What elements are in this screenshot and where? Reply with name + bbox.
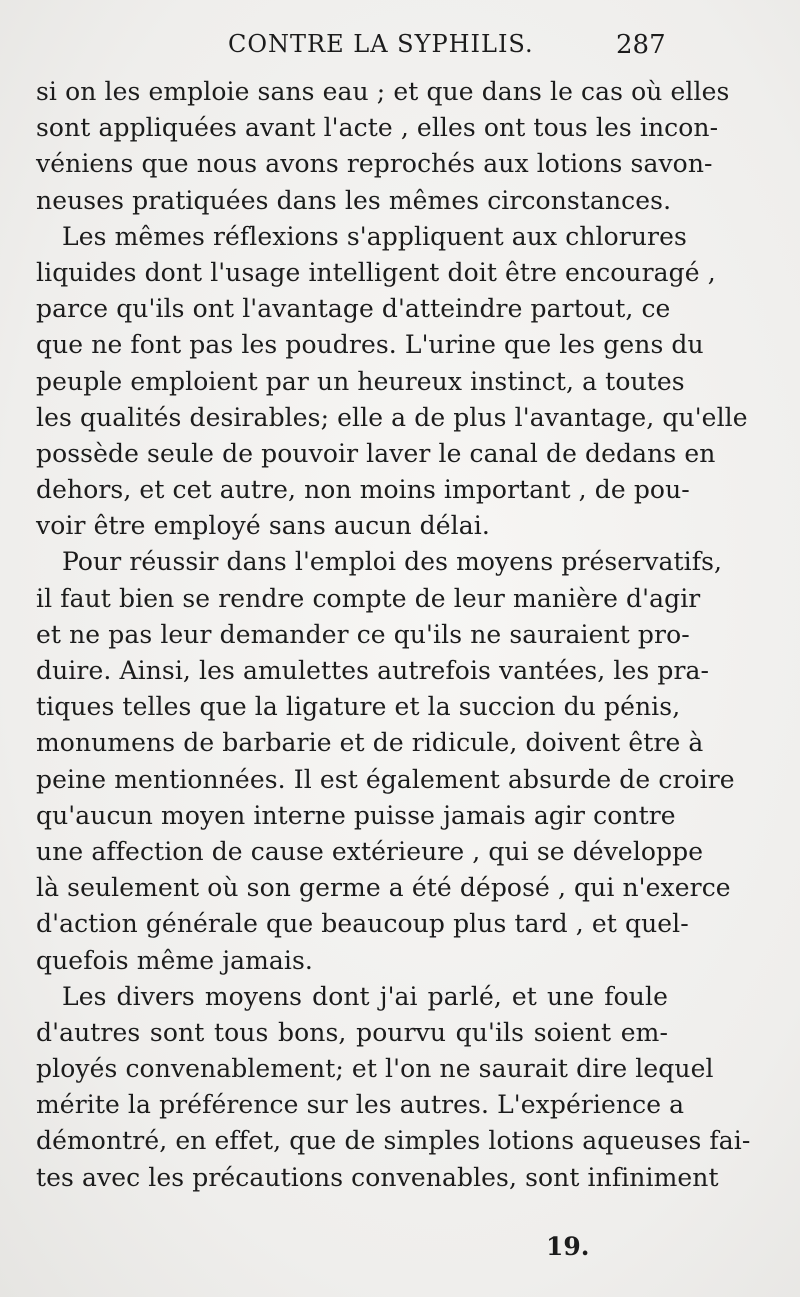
text-line-paragraph-end: quefois même jamais.: [36, 945, 313, 975]
text-line-paragraph-end: neuses pratiquées dans les mêmes circonstances.: [36, 185, 672, 215]
text-line-paragraph-start: Pour réussir dans l'emploi des moyens préservatifs,: [62, 547, 723, 577]
text-line: que ne font pas les poudres. L'urine que les gens du: [36, 330, 704, 360]
text-line-paragraph-start: Les divers moyens dont j'ai parlé, et une foule: [62, 981, 668, 1011]
text-line: tiques telles que la ligature et la succion du pénis,: [36, 692, 681, 722]
text-line-paragraph-end: voir être employé sans aucun délai.: [36, 511, 490, 541]
text-line: possède seule de pouvoir laver le canal de dedans en: [36, 438, 716, 468]
text-line: d'autres sont tous bons, pourvu qu'ils soient em-: [36, 1017, 668, 1047]
text-line: mérite la préférence sur les autres. L'expérience a: [36, 1090, 685, 1120]
text-line: les qualités desirables; elle a de plus l'avantage, qu'elle: [36, 402, 748, 432]
text-line: parce qu'ils ont l'avantage d'atteindre partout, ce: [36, 294, 671, 324]
text-line: véniens que nous avons reprochés aux lotions savon-: [36, 149, 713, 179]
text-line: ployés convenablement; et l'on ne saurait dire lequel: [36, 1054, 714, 1084]
text-line: duire. Ainsi, les amulettes autrefois vantées, les pra-: [36, 656, 710, 685]
text-line: tes avec les précautions convenables, sont infiniment: [36, 1162, 719, 1192]
text-line-paragraph-start: Les mêmes réflexions s'appliquent aux chlorures: [62, 221, 687, 251]
body-text: [36, 74, 751, 1196]
text-line: peuple emploient par un heureux instinct, a toutes: [36, 366, 685, 396]
page-number: 287: [616, 30, 666, 60]
text-line: monumens de barbarie et de ridicule, doivent être à: [36, 728, 704, 758]
running-title: CONTRE LA SYPHILIS.: [228, 30, 534, 58]
text-line: qu'aucun moyen interne puisse jamais agir contre: [36, 800, 676, 830]
text-line: peine mentionnées. Il est également absurde de croire: [36, 764, 735, 794]
text-line: liquides dont l'usage intelligent doit être encouragé ,: [36, 257, 716, 287]
text-line: une affection de cause extérieure , qui se développe: [36, 836, 704, 866]
text-line: il faut bien se rendre compte de leur manière d'agir: [36, 583, 701, 613]
text-line: si on les emploie sans eau ; et que dans le cas où elles: [36, 77, 730, 106]
text-line: démontré, en effet, que de simples lotions aqueuses fai-: [36, 1126, 751, 1156]
page-header: [0, 26, 800, 66]
text-line: dehors, et cet autre, non moins important , de pou-: [36, 475, 690, 505]
text-line: et ne pas leur demander ce qu'ils ne sauraient pro-: [36, 619, 690, 649]
signature-mark: 19.: [546, 1232, 590, 1261]
text-line: sont appliquées avant l'acte , elles ont tous les incon-: [36, 113, 719, 143]
text-line: là seulement où son germe a été déposé , qui n'exerce: [36, 873, 731, 903]
text-line: d'action générale que beaucoup plus tard , et quel-: [36, 909, 689, 939]
